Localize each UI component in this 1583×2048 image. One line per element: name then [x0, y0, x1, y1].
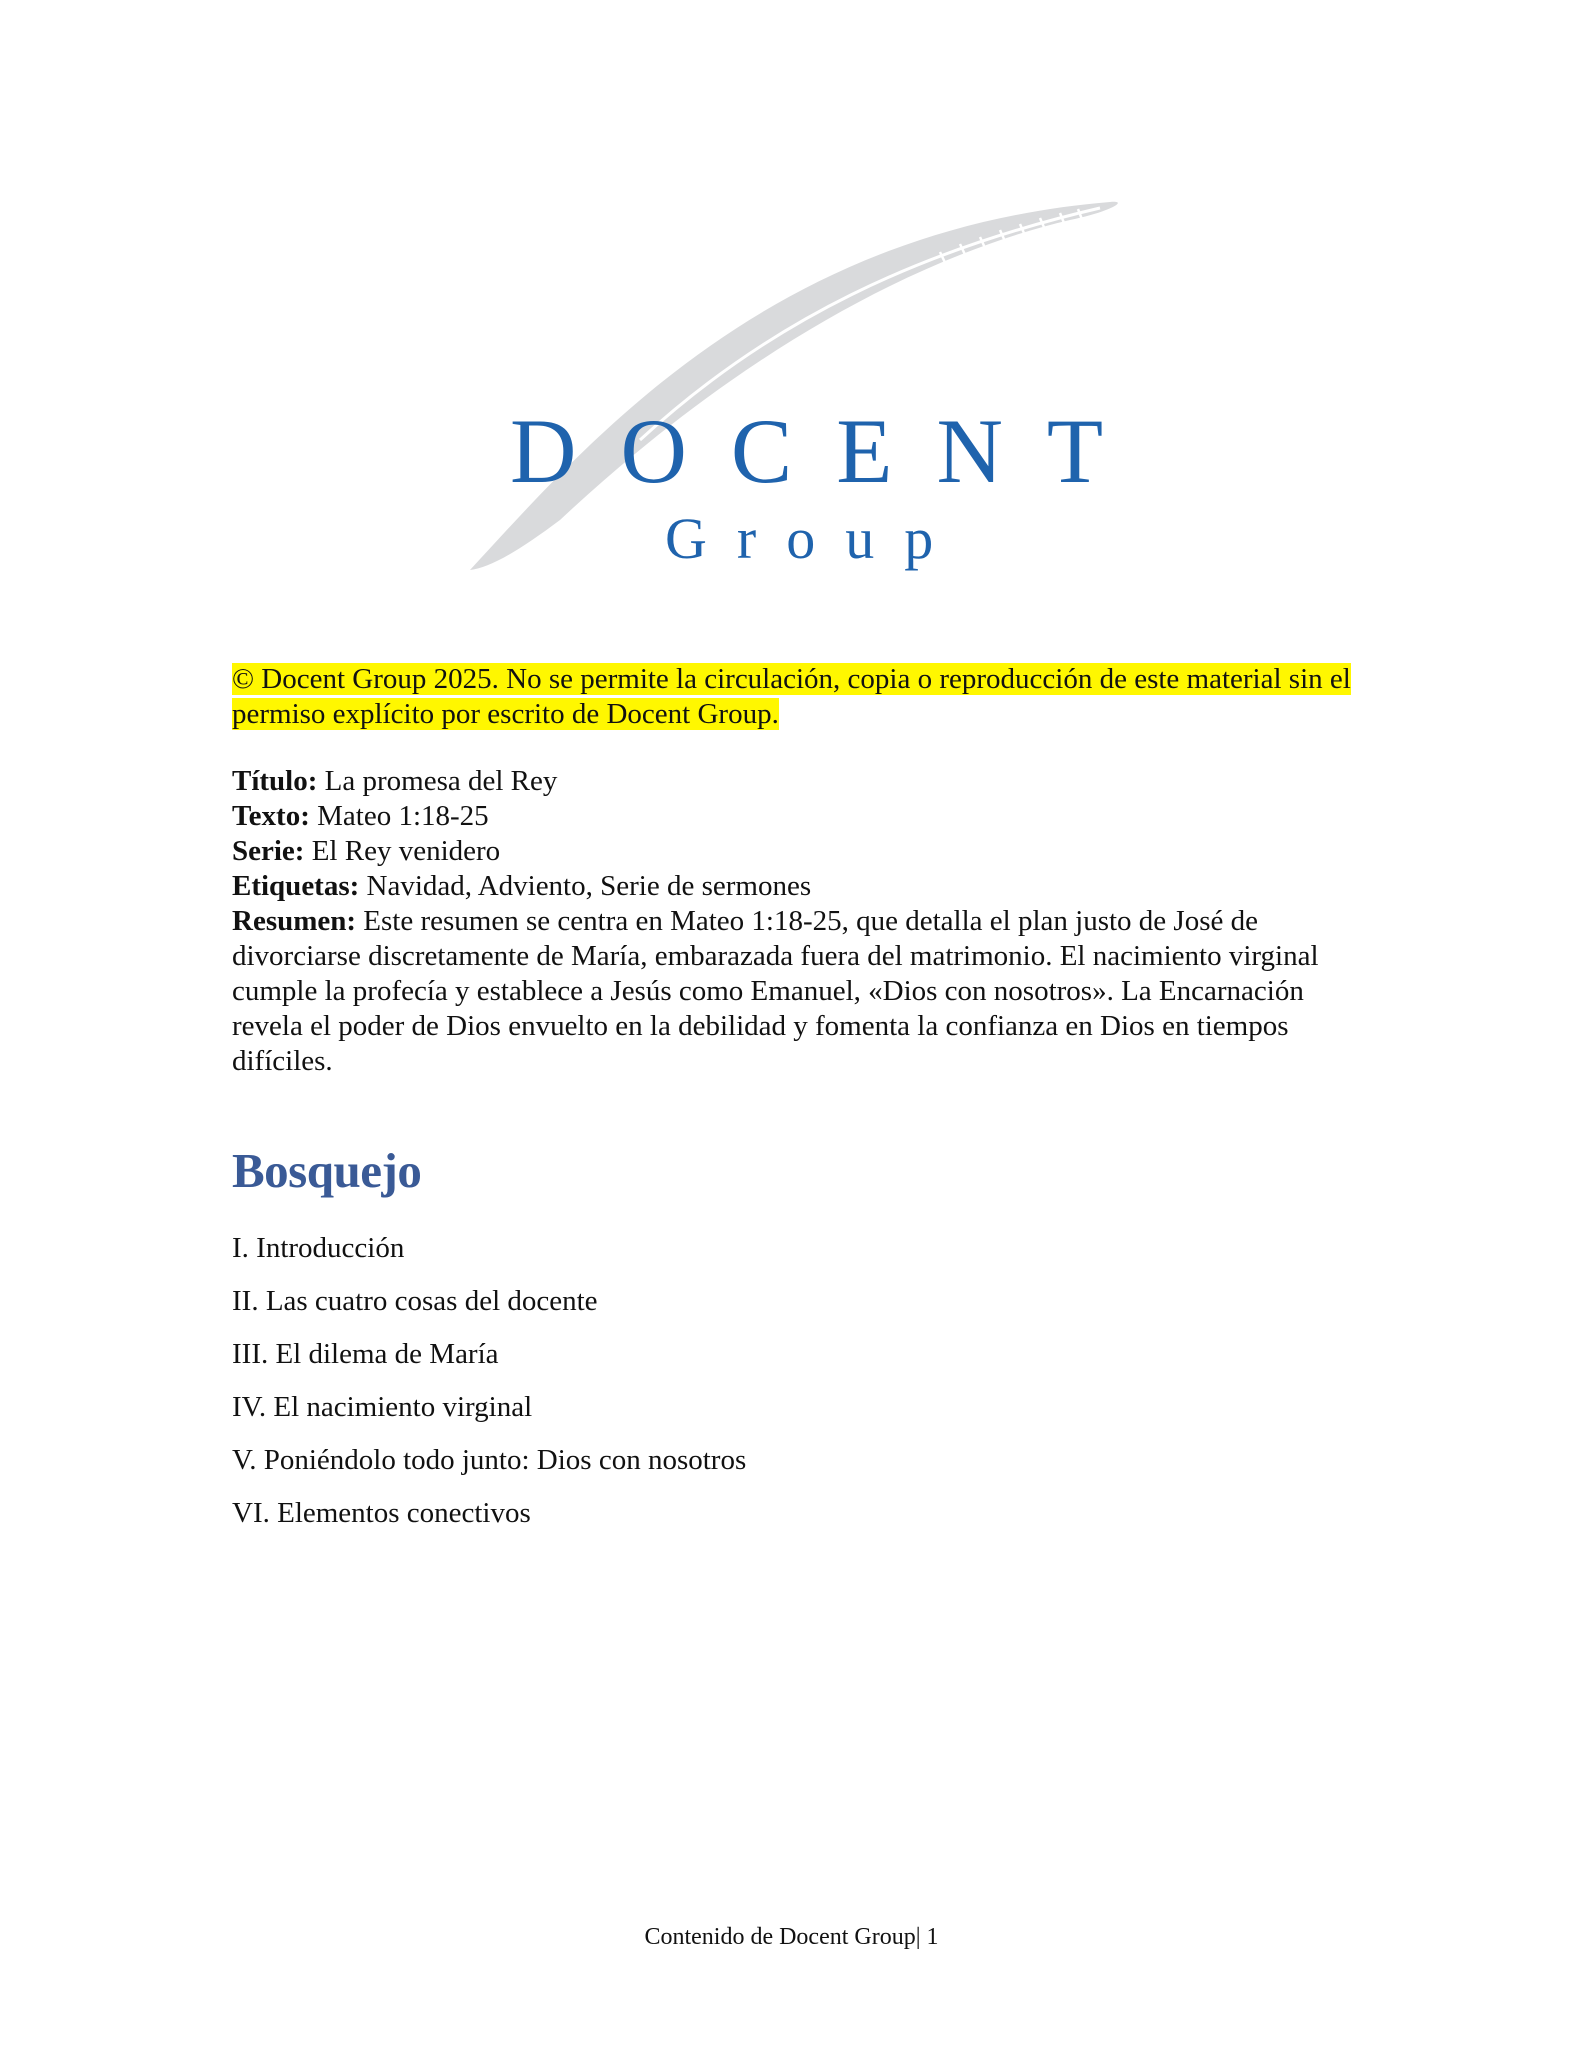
tags-line: [232, 869, 1362, 904]
logo-wordmark: DOCENT: [510, 400, 1148, 502]
title-value: La promesa del Rey: [317, 765, 558, 797]
title-label: Título:: [232, 765, 318, 797]
outline-item: VI. Elementos conectivos: [232, 1497, 531, 1529]
text-line: [232, 799, 1362, 834]
docent-group-logo: [470, 190, 1148, 590]
outline-item: IV. El nacimiento virginal: [232, 1391, 533, 1423]
series-value: El Rey venidero: [304, 835, 501, 867]
outline-item: V. Poniéndolo todo junto: Dios con nosotros: [232, 1444, 747, 1476]
summary-label: Resumen:: [232, 905, 357, 937]
series-label: Serie:: [232, 835, 305, 867]
outline-item: I. Introducción: [232, 1232, 405, 1264]
summary-value: Este resumen se centra en Mateo 1:18-25, que detalla el plan justo de José de divorciarse discretamente de María, embarazada fuera del matrimonio. El nacimiento virginal cumple la profecía y establece a Jesús como Emanuel, «Dios con nosotros». La Encarnación revela el poder de Dios envuelto en la debilidad y fomenta la confianza en Dios en tiempos difíciles.: [232, 905, 1319, 1077]
document-body: [232, 662, 1362, 1549]
text-value: Mateo 1:18-25: [309, 800, 489, 832]
outline-item: III. El dilema de María: [232, 1338, 499, 1370]
text-label: Texto:: [232, 800, 310, 832]
outline-list: [232, 1231, 1362, 1549]
tags-label: Etiquetas:: [232, 870, 360, 902]
sermon-metadata: [232, 764, 1362, 1079]
copyright-text: © Docent Group 2025. No se permite la circulación, copia o reproducción de este material sin el permiso explícito por escrito de Docent Group.: [232, 663, 1351, 730]
series-line: [232, 834, 1362, 869]
summary-line: [232, 904, 1362, 1079]
tags-value: Navidad, Adviento, Serie de sermones: [359, 870, 812, 902]
outline-heading: Bosquejo: [232, 1143, 422, 1198]
page-footer: Contenido de Docent Group| 1: [644, 1924, 939, 1950]
logo-subtitle: Group: [665, 506, 964, 571]
outline-item: II. Las cuatro cosas del docente: [232, 1285, 598, 1317]
title-line: [232, 764, 1362, 799]
copyright-notice: [232, 662, 1362, 732]
